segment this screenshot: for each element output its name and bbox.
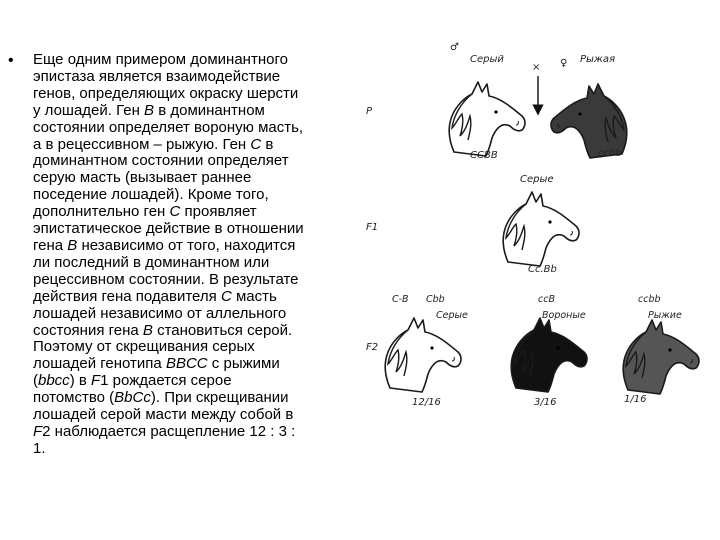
generation-f1-label: F1 xyxy=(366,222,379,233)
f2-black-ratio: 3/16 xyxy=(534,397,557,408)
cross-symbol: × xyxy=(532,62,541,73)
female-symbol: ♀ xyxy=(560,58,568,69)
f2-chestnut-genotype: ccbb xyxy=(638,294,661,305)
bullet-marker: • xyxy=(8,52,14,69)
paragraph-line: эпистатическое действие в отношении xyxy=(33,220,304,238)
f2-black-genotype: ccB xyxy=(538,294,555,305)
f2-grey-label: Серые xyxy=(436,310,468,321)
paragraph-line: а в рецессивном – рыжую. Ген C в xyxy=(33,135,274,153)
paragraph-line: потомство (BbCc). При скрещивании xyxy=(33,389,289,407)
f2-black-horse-head xyxy=(511,318,587,392)
male-symbol: ♂ xyxy=(450,42,459,53)
paragraph-line: гена B независимо от того, находится xyxy=(33,236,296,254)
paragraph-line: Поэтому от скрещивания серых xyxy=(33,338,255,356)
paragraph-line: лошадей генотипа BBCC с рыжими xyxy=(33,355,280,373)
female-label: Рыжая xyxy=(580,54,616,65)
paragraph-line: действия гена подавителя C масть xyxy=(33,287,277,305)
female-genotype: ccbb xyxy=(598,148,622,159)
paragraph-text xyxy=(33,52,361,458)
male-grey-horse-head xyxy=(449,82,525,156)
female-chestnut-horse-head xyxy=(551,84,627,158)
paragraph-line: поседение лошадей). Кроме того, xyxy=(33,186,269,204)
paragraph-line: у лошадей. Ген B в доминантном xyxy=(33,101,265,119)
paragraph-line: F2 наблюдается расщепление 12 : 3 : xyxy=(33,422,296,440)
f2-grey-ratio: 12/16 xyxy=(412,397,441,408)
f1-genotype: Cc.Bb xyxy=(528,264,557,275)
paragraph-line: эпистаза является взаимодействие xyxy=(33,67,281,85)
f2-chestnut-label: Рыжие xyxy=(648,310,682,321)
generation-f2-label: F2 xyxy=(366,342,379,353)
paragraph-line: Еще одним примером доминантного xyxy=(33,51,288,68)
paragraph-line: (bbcc) в F1 рождается серое xyxy=(33,372,232,390)
f2-grey-horse-head xyxy=(385,318,461,392)
f2-chestnut-horse-head xyxy=(623,320,699,394)
paragraph-line: лошадей серой масти между собой в xyxy=(33,406,294,424)
f2-black-label: Вороные xyxy=(542,310,586,321)
paragraph-line: состоянии определяет вороную масть, xyxy=(33,118,304,136)
paragraph-line: 1. xyxy=(33,439,46,457)
f1-grey-horse-head xyxy=(503,192,579,266)
paragraph-line: рецессивном состоянии. В результате xyxy=(33,270,299,288)
male-genotype: CCBB xyxy=(470,150,498,161)
horse-coat-inheritance-diagram xyxy=(352,40,720,460)
paragraph-line: серую масть (вызывает раннее xyxy=(33,169,252,187)
paragraph-line: лошадей независимо от аллельного xyxy=(33,304,287,322)
f2-grey-genotype-a: C-B xyxy=(392,294,409,305)
f2-chestnut-ratio: 1/16 xyxy=(624,394,647,405)
paragraph-line: состояния гена B становиться серой. xyxy=(33,321,293,339)
generation-p-label: P xyxy=(366,106,373,117)
f1-color-label: Серые xyxy=(520,174,554,185)
paragraph-line: доминантном состоянии определяет xyxy=(33,152,289,170)
male-label: Серый xyxy=(470,54,504,65)
paragraph-line: дополнительно ген C проявляет xyxy=(33,203,257,221)
paragraph-line: ли последний в доминантном или xyxy=(33,253,270,271)
f2-grey-genotype-b: Cbb xyxy=(426,294,445,305)
paragraph-line: генов, определяющих окраску шерсти xyxy=(33,84,299,102)
